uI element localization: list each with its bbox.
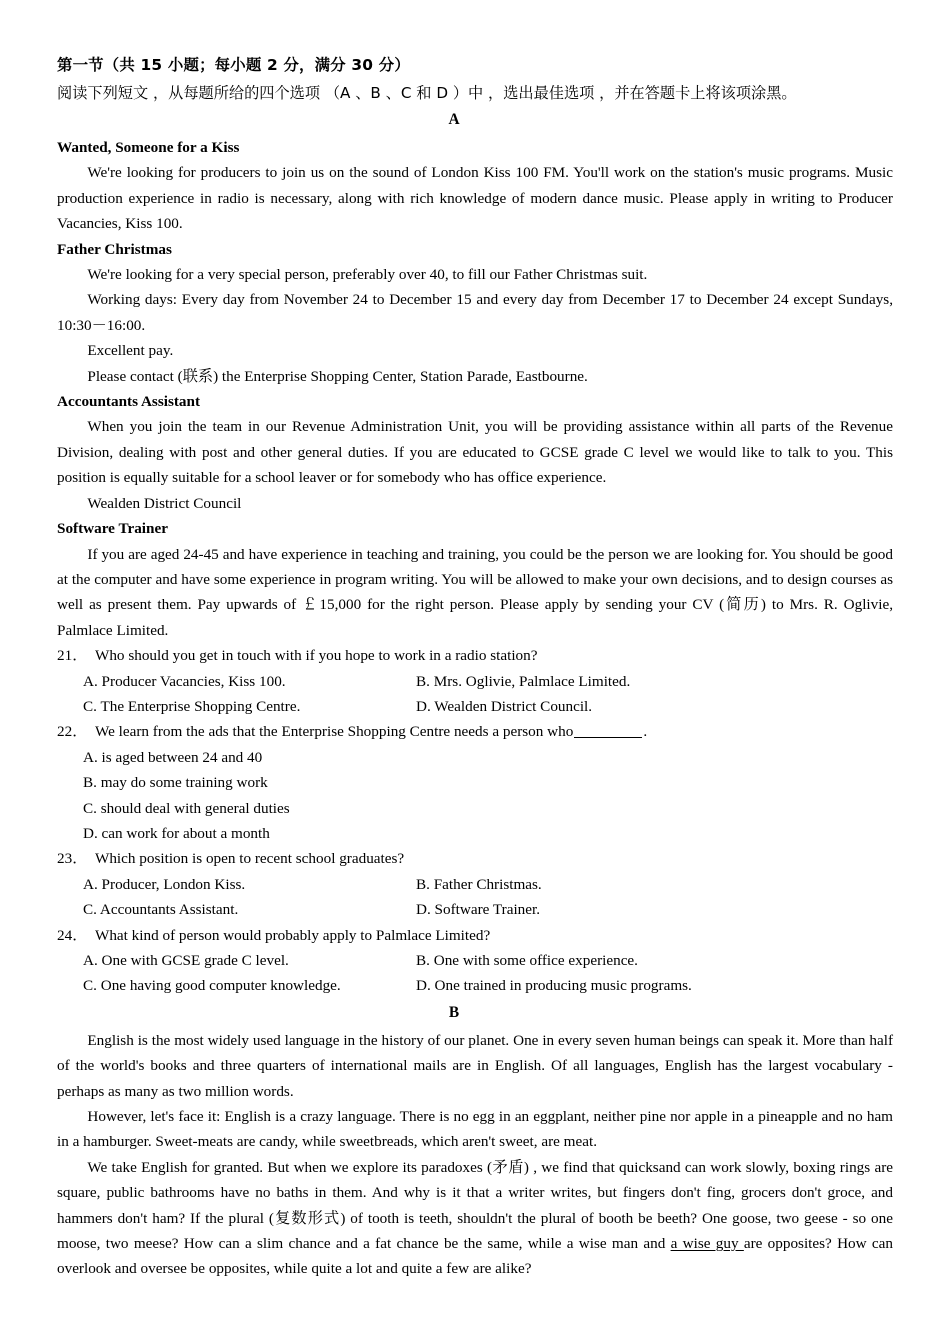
option-c[interactable]: C. should deal with general duties — [83, 799, 290, 817]
option-b[interactable]: B. Father Christmas. — [416, 875, 542, 893]
option-d[interactable]: D. can work for about a month — [83, 824, 270, 842]
option-d[interactable]: D. One trained in producing music programs. — [416, 977, 692, 995]
question-21 — [57, 643, 893, 668]
option-c[interactable]: C. One having good computer knowledge. — [83, 977, 341, 995]
passage-b-paragraph: However, let's face it: English is a crazy language. There is no egg in an eggplant, neither pine nor apple in a pineapple and no ham in a hamburger. Sweet-meats are candy, while sweetbreads, which aren't sweet, are meat. — [57, 1108, 893, 1151]
question-stem: Which position is open to recent school graduates? — [95, 850, 405, 868]
question-23-options — [57, 872, 893, 923]
ad-heading-accountants-assistant: Accountants Assistant — [57, 393, 201, 411]
option-row — [83, 948, 893, 973]
document-body — [57, 52, 893, 1282]
option-b[interactable]: B. Mrs. Oglivie, Palmlace Limited. — [416, 672, 631, 690]
ad-heading-father-christmas: Father Christmas — [57, 240, 172, 258]
question-stem: What kind of person would probably apply to Palmlace Limited? — [95, 926, 491, 944]
ad-paragraph: We're looking for producers to join us on the sound of London Kiss 100 FM. You'll work on the station's music programs. Music production experience in radio is necessary, along with rich knowledge of modern dance music. Please apply in writing to Producer Vacancies, Kiss 100. — [57, 164, 893, 233]
question-22 — [57, 719, 893, 744]
section-title: 第一节（共 15 小题；每小题 2 分，满分 30 分） — [57, 56, 410, 74]
question-22-options — [57, 745, 893, 847]
passage-b-paragraph: English is the most widely used language in the history of our planet. One in every seven human beings can speak it. More than half of the world's books and three quarters of international mails are in English. Of all languages, English has the largest vocabulary - perhaps as many as two million words. — [57, 1031, 893, 1100]
section-instruction: 阅读下列短文 ，从每题所给的四个选项 （A 、B 、C 和 D ）中 ，选出最佳选项 ，并在答题卡上将该项涂黑。 — [57, 84, 797, 102]
ad-paragraph: We're looking for a very special person, preferably over 40, to fill our Father Christmas suit. — [87, 266, 648, 284]
option-row — [83, 973, 893, 998]
option-row — [83, 872, 893, 897]
question-stem: Who should you get in touch with if you hope to work in a radio station? — [95, 647, 538, 665]
option-b[interactable]: B. may do some training work — [83, 774, 268, 792]
option-row — [83, 669, 893, 694]
ad-paragraph: Excellent pay. — [87, 342, 174, 360]
ad-paragraph: Working days: Every day from November 24 to December 15 and every day from December 17 to December 24 except Sundays, 10:30－16:00. — [57, 291, 893, 334]
option-b[interactable]: B. One with some office experience. — [416, 952, 638, 969]
passage-a-letter: A — [448, 111, 460, 128]
answer-blank[interactable] — [574, 723, 642, 738]
option-row — [83, 694, 893, 719]
ad-paragraph: Wealden District Council — [87, 494, 242, 512]
option-row — [83, 897, 893, 922]
option-c[interactable]: C. The Enterprise Shopping Centre. — [83, 697, 301, 715]
passage-b-final-paragraph — [57, 1155, 893, 1282]
option-d[interactable]: D. Software Trainer. — [416, 901, 541, 919]
question-stem: We learn from the ads that the Enterprise Shopping Centre needs a person who — [95, 723, 574, 741]
question-stem-tail: . — [643, 723, 648, 741]
question-number: 21． — [57, 647, 88, 665]
option-a[interactable]: A. Producer Vacancies, Kiss 100. — [83, 672, 286, 690]
question-23 — [57, 846, 893, 871]
option-a[interactable]: A. is aged between 24 and 40 — [83, 748, 263, 766]
question-24 — [57, 923, 893, 948]
question-number: 23． — [57, 850, 88, 868]
option-a[interactable]: A. Producer, London Kiss. — [83, 875, 246, 893]
paragraph-text-before-underline: We take English for granted. But when we explore its paradoxes (矛盾) , we find that quicksand can work slowly, boxing rings are square, public bathrooms have no baths in them. And why is it that a writer writes, but fingers don't fing, grocers don't groce, and hammers don't ham? If the plural (复数形式) of tooth is teeth, shouldn't the plural of booth be beeth? One goose, two geese - so one moose, two meese? How can a slim chance and a fat chance be the same, while a wise man and — [57, 1158, 893, 1253]
option-a[interactable]: A. One with GCSE grade C level. — [83, 952, 289, 969]
ad-paragraph: When you join the team in our Revenue Administration Unit, you will be providing assistance within all parts of the Revenue Division, dealing with post and other general duties. If you are educated to GCSE grade C level we would like to talk to you. This position is equally suitable for a school leaver or for somebody who has office experience. — [57, 418, 893, 487]
question-21-options — [57, 669, 893, 720]
underlined-phrase: a wise guy — [670, 1235, 744, 1253]
question-number: 24． — [57, 926, 88, 944]
option-c[interactable]: C. Accountants Assistant. — [83, 901, 239, 919]
ad-heading-wanted-someone-for-a-kiss: Wanted, Someone for a Kiss — [57, 139, 240, 156]
ad-paragraph: Please contact (联系) the Enterprise Shopping Center, Station Parade, Eastbourne. — [87, 367, 588, 385]
ad-heading-software-trainer: Software Trainer — [57, 520, 168, 538]
ad-paragraph: If you are aged 24-45 and have experience in teaching and training, you could be the person we are looking for. You should be good at the computer and have some experience in program writing. You will be allowed to make your own decisions, and to design courses as well as present them. Pay upwards of ￡15,000 for the right person. Please apply by sending your CV (简历) to Mrs. R. Oglivie, Palmlace Limited. — [57, 545, 893, 639]
passage-b-letter: B — [448, 1003, 460, 1021]
paragraph-text-after-underline: are opposites? How can overlook and oversee be opposites, while quite a lot and quite a few are alike? — [57, 1235, 893, 1278]
question-number: 22． — [57, 723, 88, 741]
option-d[interactable]: D. Wealden District Council. — [416, 697, 593, 715]
question-24-options — [57, 948, 893, 999]
